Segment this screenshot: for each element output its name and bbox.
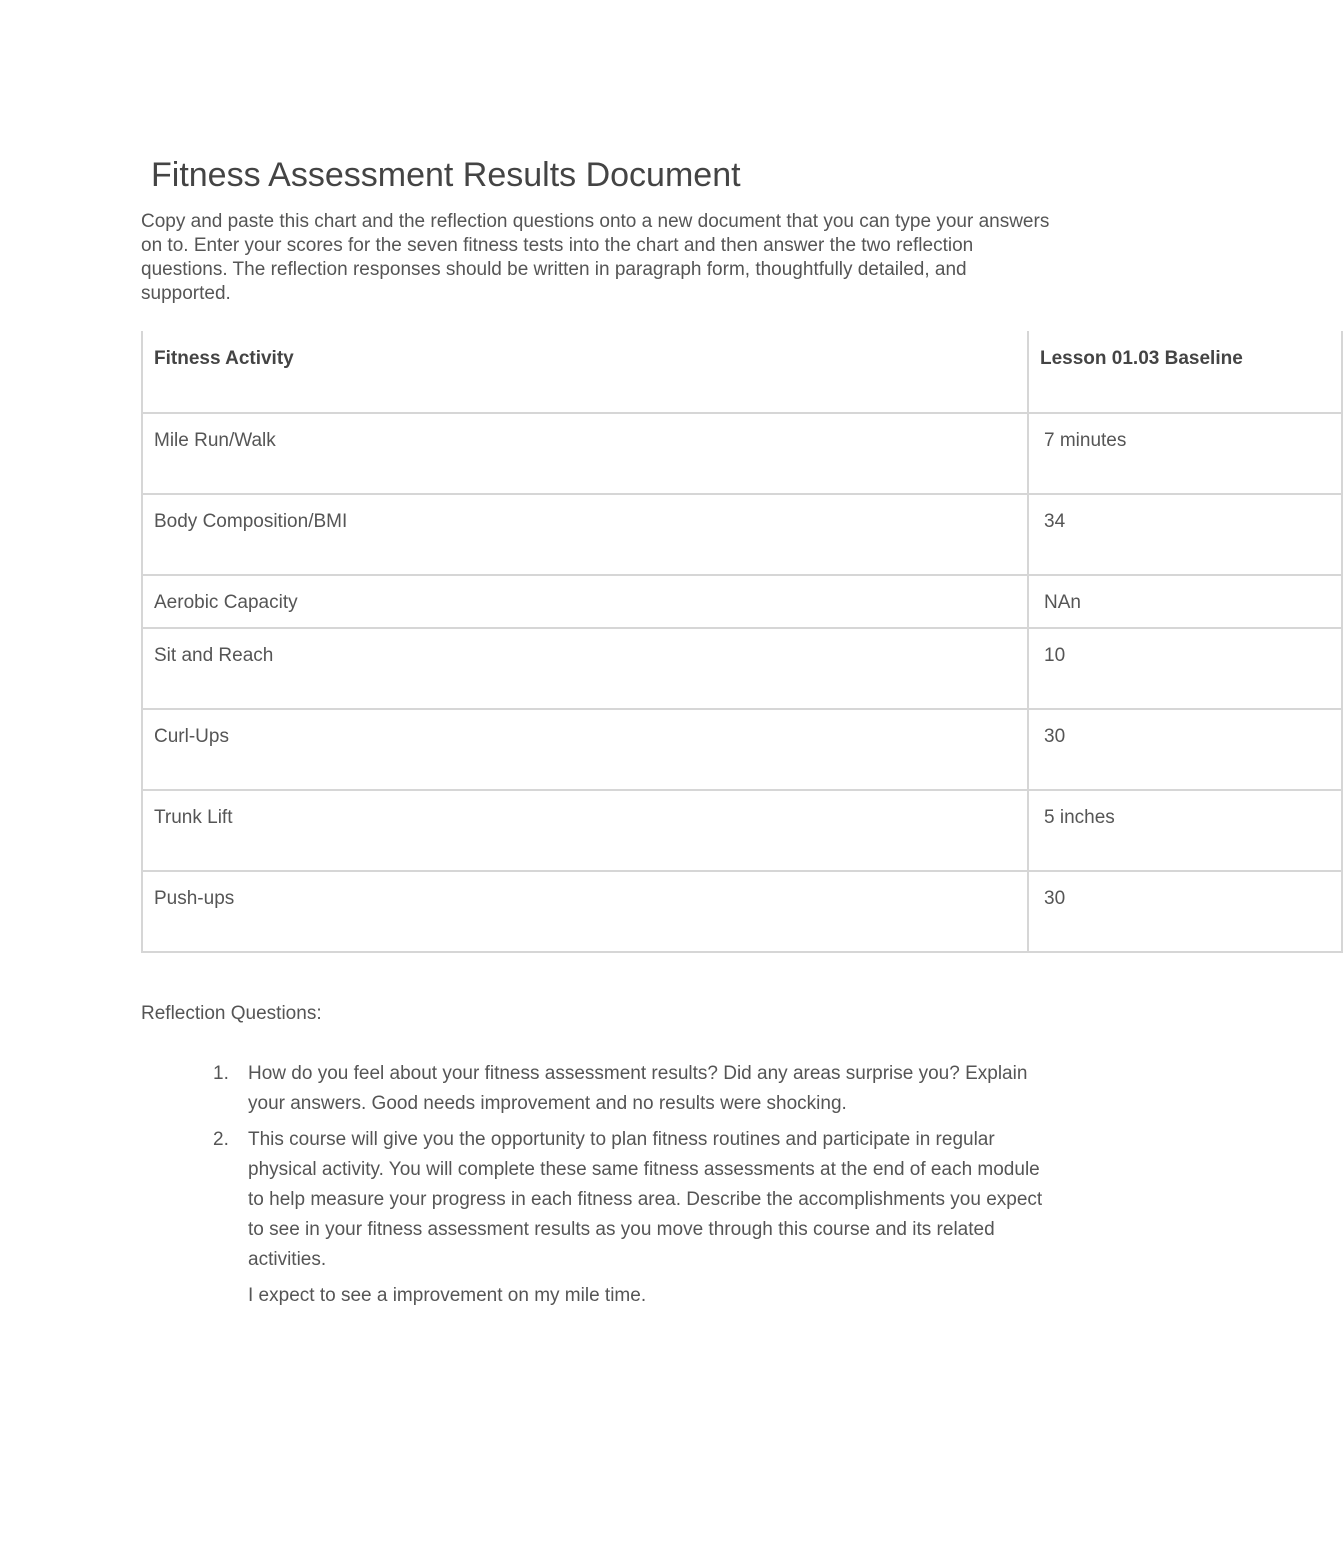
- intro-paragraph: Copy and paste this chart and the reflection questions onto a new document that you can type your answers on to. Enter your scores for the seven fitness tests into the chart and then answer the two reflection questions. The reflection responses should be written in paragraph form, thoughtfully detailed, and supported.: [141, 211, 1050, 304]
- activity-cell: Push-ups: [142, 871, 1028, 952]
- page-title: Fitness Assessment Results Document: [151, 156, 741, 194]
- results-table-container: [141, 331, 1243, 951]
- header-fitness-activity: Fitness Activity: [142, 331, 1028, 413]
- question-number: 1.: [213, 1063, 229, 1084]
- activity-cell: Trunk Lift: [142, 790, 1028, 871]
- header-baseline: Lesson 01.03 Baseline: [1028, 331, 1342, 413]
- results-table: [141, 331, 1343, 953]
- activity-cell: Mile Run/Walk: [142, 413, 1028, 494]
- value-cell: 30: [1028, 871, 1342, 952]
- value-cell: NAn: [1028, 575, 1342, 628]
- table-header-row: [142, 331, 1342, 413]
- table-row: [142, 413, 1342, 494]
- table-row: [142, 628, 1342, 709]
- reflection-question-list: [210, 1059, 1060, 1317]
- list-item: [210, 1125, 1060, 1311]
- activity-cell: Body Composition/BMI: [142, 494, 1028, 575]
- value-cell: 30: [1028, 709, 1342, 790]
- answer-text: I expect to see a improvement on my mile time.: [248, 1285, 647, 1306]
- value-cell: 34: [1028, 494, 1342, 575]
- question-number: 2.: [213, 1129, 229, 1150]
- list-item: [210, 1059, 1060, 1119]
- value-cell: 5 inches: [1028, 790, 1342, 871]
- table-row: [142, 709, 1342, 790]
- table-row: [142, 575, 1342, 628]
- question-text: How do you feel about your fitness assessment results? Did any areas surprise you? Explain your answers. Good needs improvement and no results were shocking.: [248, 1063, 1028, 1114]
- table-row: [142, 494, 1342, 575]
- activity-cell: Curl-Ups: [142, 709, 1028, 790]
- question-text: This course will give you the opportunity to plan fitness routines and participate in regular physical activity. You will complete these same fitness assessments at the end of each module to help measure your progress in each fitness area. Describe the accomplishments you expect to see in your fitness assessment results as you move through this course and its related activities.: [248, 1129, 1043, 1270]
- value-cell: 7 minutes: [1028, 413, 1342, 494]
- table-row: [142, 871, 1342, 952]
- activity-cell: Sit and Reach: [142, 628, 1028, 709]
- activity-cell: Aerobic Capacity: [142, 575, 1028, 628]
- reflection-heading: Reflection Questions:: [141, 1003, 322, 1024]
- value-cell: 10: [1028, 628, 1342, 709]
- table-row: [142, 790, 1342, 871]
